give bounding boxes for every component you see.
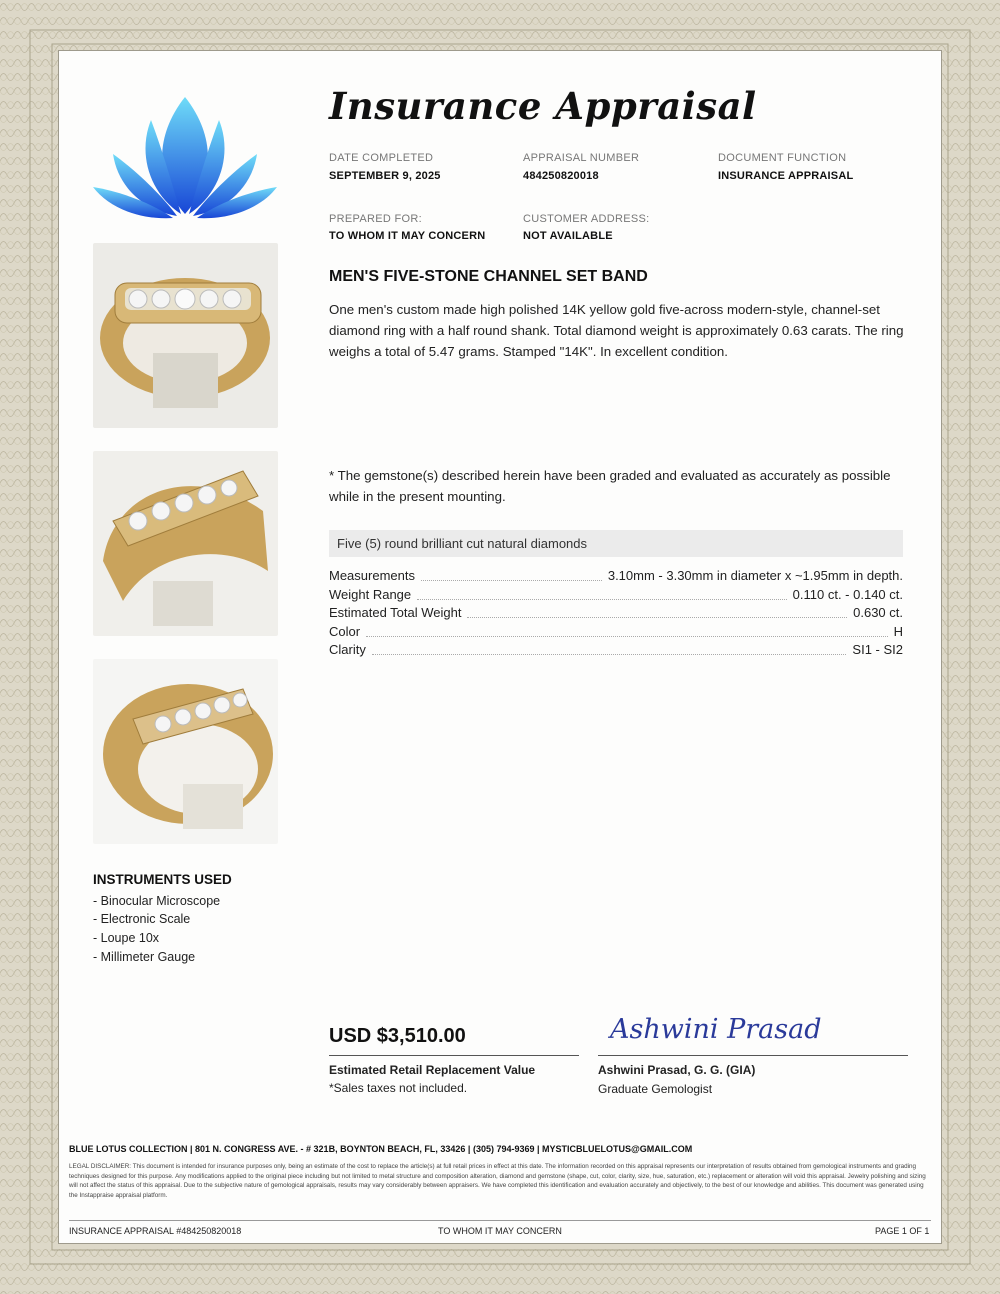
footer-recipient: TO WHOM IT MAY CONCERN — [438, 1226, 562, 1236]
spec-row — [329, 605, 903, 623]
price-label: Estimated Retail Replacement Value — [329, 1063, 536, 1077]
footer-rule — [69, 1220, 931, 1221]
gemstone-header: Five (5) round brilliant cut natural diamonds — [329, 530, 903, 557]
spec-label: Measurements — [329, 568, 415, 583]
spec-label: Color — [329, 624, 361, 639]
date-completed-value: SEPTEMBER 9, 2025 — [329, 170, 441, 182]
ring-photo-side — [93, 659, 278, 844]
footer-page-number: PAGE 1 OF 1 — [875, 1226, 930, 1236]
item-title: MEN'S FIVE-STONE CHANNEL SET BAND — [329, 268, 648, 285]
appraiser-name: Ashwini Prasad, G. G. (GIA) — [598, 1063, 756, 1077]
instrument-item: - Electronic Scale — [93, 912, 191, 926]
ring-photo-front — [93, 243, 278, 428]
spec-row — [329, 624, 903, 642]
price-note: *Sales taxes not included. — [329, 1081, 468, 1095]
spec-value: 3.10mm - 3.30mm in diameter x ~1.95mm in depth. — [607, 568, 903, 583]
signature: Ashwini Prasad — [610, 1014, 822, 1045]
replacement-price: USD $3,510.00 — [329, 1025, 466, 1047]
price-rule — [329, 1055, 579, 1056]
appraiser-title: Graduate Gemologist — [598, 1082, 713, 1096]
signature-rule — [598, 1055, 908, 1056]
lotus-logo — [93, 92, 278, 220]
spec-row — [329, 568, 903, 586]
ring-photo-angle — [93, 451, 278, 636]
item-description: One men's custom made high polished 14K yellow gold five-across modern-style, channel-set diamond ring with a half round shank. Total diamond weight is approximately 0.63 carats. The ring weighs a total of 5.47 grams. Stamped "14K". In excellent condition. — [329, 302, 904, 359]
instrument-item: - Millimeter Gauge — [93, 950, 196, 964]
spec-value: H — [893, 624, 903, 639]
appraisal-number-label: APPRAISAL NUMBER — [523, 152, 640, 164]
instrument-item: - Binocular Microscope — [93, 894, 221, 908]
instruments-title: INSTRUMENTS USED — [93, 872, 232, 887]
document-function-value: INSURANCE APPRAISAL — [718, 170, 854, 182]
company-info: BLUE LOTUS COLLECTION | 801 N. CONGRESS AVE. - # 321B, BOYNTON BEACH, FL, 33426 | (305) 794-9369 | MYSTICBLUELOTUS@GMAIL.COM — [69, 1144, 693, 1154]
spec-label: Clarity — [329, 642, 366, 657]
document-function-label: DOCUMENT FUNCTION — [718, 152, 847, 164]
spec-label: Estimated Total Weight — [329, 605, 462, 620]
spec-value: 0.110 ct. - 0.140 ct. — [792, 587, 903, 602]
customer-address-value: NOT AVAILABLE — [523, 230, 613, 242]
footer-appraisal-number: INSURANCE APPRAISAL #484250820018 — [69, 1226, 242, 1236]
spec-label: Weight Range — [329, 587, 412, 602]
instrument-item: - Loupe 10x — [93, 931, 160, 945]
page-title: Insurance Appraisal — [329, 84, 757, 128]
prepared-for-label: PREPARED FOR: — [329, 213, 422, 225]
spec-value: SI1 - SI2 — [852, 642, 903, 657]
spec-row — [329, 587, 903, 605]
gemstone-note: * The gemstone(s) described herein have been graded and evaluated as accurately as possible while in the present mounting. — [329, 468, 891, 504]
appraisal-number-value: 484250820018 — [523, 170, 599, 182]
spec-row — [329, 642, 903, 660]
spec-value: 0.630 ct. — [853, 605, 903, 620]
date-completed-label: DATE COMPLETED — [329, 152, 434, 164]
customer-address-label: CUSTOMER ADDRESS: — [523, 213, 650, 225]
prepared-for-value: TO WHOM IT MAY CONCERN — [329, 230, 486, 242]
legal-disclaimer: LEGAL DISCLAIMER: This document is intended for insurance purposes only, being an estimate of the cost to replace the article(s) at full retail prices in effect at this date. The information recorded on this appraisal represents our interpretation of results obtained from gemological instruments and grading techniques designed for this purpose. Any modifications applied to the original piece including but not limited to metal structure and composition alteration, diamond and gemstone (shape, cut, color, clarity, size, hue, saturation, etc.) replacement or alteration will void this appraisal. Jewelry polishing and sizing will not affect the status of this appraisal. Due to the subjective nature of gemological appraisals, results may vary considerably between appraisers. We have completed this identification and evaluation accurately and objectively, to the best of our knowledge and abilities. This document was generated using the Instappraise appraisal platform. — [69, 1163, 926, 1199]
